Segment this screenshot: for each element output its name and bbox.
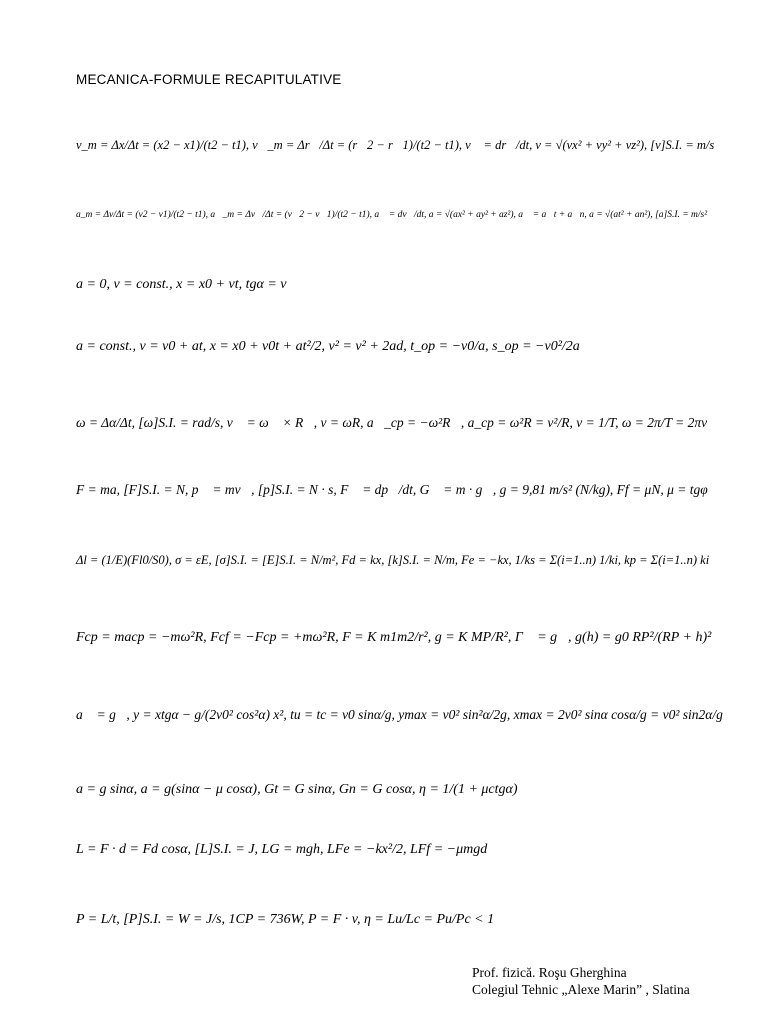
formula-circular-motion: ω = Δα/Δt, [ω]S.I. = rad/s, v⃗ = ω⃗ × R⃗, v = ωR, a⃗_cp = −ω²R⃗, a_cp = ω²R = v²/R, ν = 1/T, ω = 2π/T = 2πν [76,415,708,430]
author-line: Prof. fizică. Roşu Gherghina [472,965,627,980]
formula-acceleration: a_m = Δv/Δt = (v2 − v1)/(t2 − t1), a⃗_m = Δv⃗/Δt = (v⃗2 − v⃗1)/(t2 − t1), a⃗ = dv⃗/dt, a = √(ax² + ay² + az²), a⃗ = a⃗t + a⃗n, a = √(at² + an²), [a]S.I. = m/s² [76,210,708,220]
formula-velocity: v_m = Δx/Δt = (x2 − x1)/(t2 − t1), v⃗_m = Δr⃗/Δt = (r⃗2 − r⃗1)/(t2 − t1), v⃗ = dr⃗/dt, v = √(vx² + vy² + vz²), [v]S.I. = m/s [76,137,715,152]
formula-elasticity: Δl = (1/E)(Fl0/S0), σ = εE, [σ]S.I. = [E]S.I. = N/m², Fd = kx, [k]S.I. = N/m, Fe = −kx, 1/ks = Σ(i=1..n) 1/ki, kp = Σ(i=1..n) ki [76,552,710,567]
formula-uniform-motion: a = 0, v = const., x = x0 + vt, tgα = v [76,277,287,292]
formula-gravitation: Fcp = macp = −mω²R, Fcf = −Fcp = +mω²R, F = K m1m2/r², g = K MP/R², Γ⃗ = g⃗, g(h) = g0 RP²/(RP + h)² [76,630,712,645]
document-footer [472,964,690,998]
formula-uniformly-accelerated: a = const., v = v0 + at, x = x0 + v0t + at²/2, v² = v² + 2ad, t_op = −v0/a, s_op = −v0²/2a [76,339,580,354]
formula-work: L = F · d = Fd cosα, [L]S.I. = J, LG = mgh, LFe = −kx²/2, LFf = −μmgd [76,842,488,857]
document-title: MECANICA-FORMULE RECAPITULATIVE [76,72,342,87]
school-line: Colegiul Tehnic „Alexe Marin” , Slatina [472,982,690,997]
formula-projectile: a⃗ = g⃗, y = xtgα − g/(2v0² cos²α) x², tu = tc = v0 sinα/g, ymax = v0² sin²α/2g, xmax = 2v0² sinα cosα/g = v0² sin2α/g [76,707,723,722]
formula-power: P = L/t, [P]S.I. = W = J/s, 1CP = 736W, P = F · v, η = Lu/Lc = Pu/Pc < 1 [76,912,495,927]
formula-dynamics: F = ma, [F]S.I. = N, p⃗ = mv⃗, [p]S.I. = N · s, F⃗ = dp⃗/dt, G⃗ = m · g⃗, g = 9,81 m/s² (N/kg), Ff = μN, μ = tgφ [76,482,708,497]
formula-inclined-plane: a = g sinα, a = g(sinα − μ cosα), Gt = G sinα, Gn = G cosα, η = 1/(1 + μctgα) [76,782,518,797]
